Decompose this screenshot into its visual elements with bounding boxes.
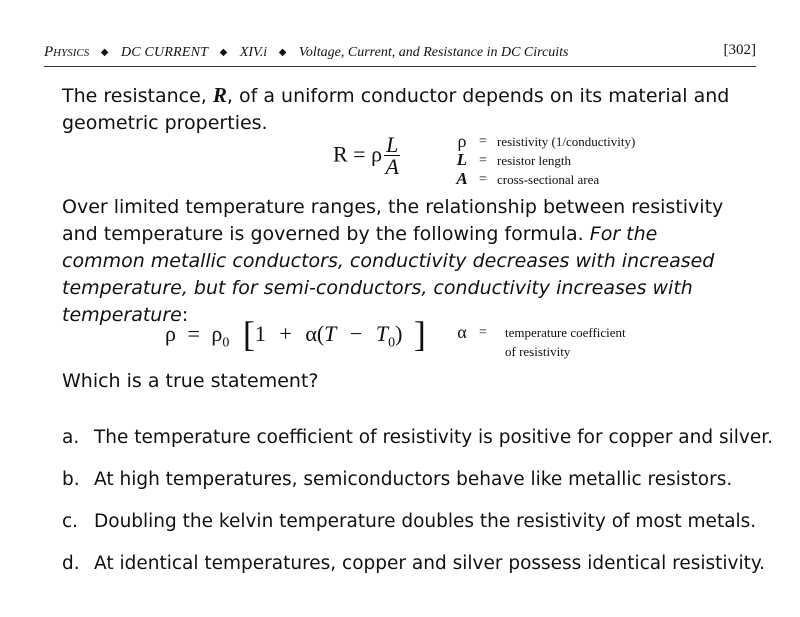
answer-option-d[interactable]: [62, 553, 765, 574]
option-letter: a.: [62, 427, 80, 448]
temperature-paragraph: Over limited temperature ranges, the relationship between resistivity and temperature is governed by the following formula. For the common metallic conductors, conductivity decreases with increased temperature, but for semi-conductors, conductivity increases with temperature:: [62, 196, 724, 326]
intro-paragraph: The resistance, R, of a uniform conductor depends on its material and geometric properties.: [62, 83, 730, 134]
option-letter: d.: [62, 553, 80, 574]
breadcrumb: [44, 44, 569, 61]
page-number: [302]: [723, 42, 756, 58]
header-divider: [44, 66, 756, 67]
diamond-icon: ◆: [278, 47, 287, 58]
option-text: Doubling the kelvin temperature doubles the resistivity of most metals.: [94, 511, 757, 532]
option-text: At identical temperatures, copper and silver possess identical resistivity.: [94, 553, 766, 574]
resistivity-temperature-formula: $\rho = \rho_0$ [$1 + \alpha(T - T_0)$ ]: [165, 314, 426, 354]
answer-option-c[interactable]: [62, 511, 756, 532]
answer-option-b[interactable]: [62, 469, 732, 490]
breadcrumb-topic: DC CURRENT: [120, 45, 209, 60]
breadcrumb-subject: Physics: [44, 44, 90, 60]
page-header: [44, 40, 756, 64]
diamond-icon: ◆: [100, 47, 109, 58]
answer-option-a[interactable]: [62, 427, 773, 448]
option-text: At high temperatures, semiconductors behave like metallic resistors.: [94, 469, 733, 490]
question-text: Which is a true statement?: [62, 370, 319, 392]
option-text: The temperature coefficient of resistivity is positive for copper and silver.: [94, 427, 774, 448]
diamond-icon: ◆: [219, 47, 228, 58]
resistance-formula: R = ρ $\frac{L}{A}$: [333, 132, 399, 179]
resistance-symbol: R: [212, 83, 227, 107]
breadcrumb-section: XIV.i: [239, 45, 268, 60]
option-letter: c.: [62, 511, 79, 532]
option-letter: b.: [62, 469, 80, 490]
breadcrumb-title: Voltage, Current, and Resistance in DC Circuits: [298, 45, 569, 60]
